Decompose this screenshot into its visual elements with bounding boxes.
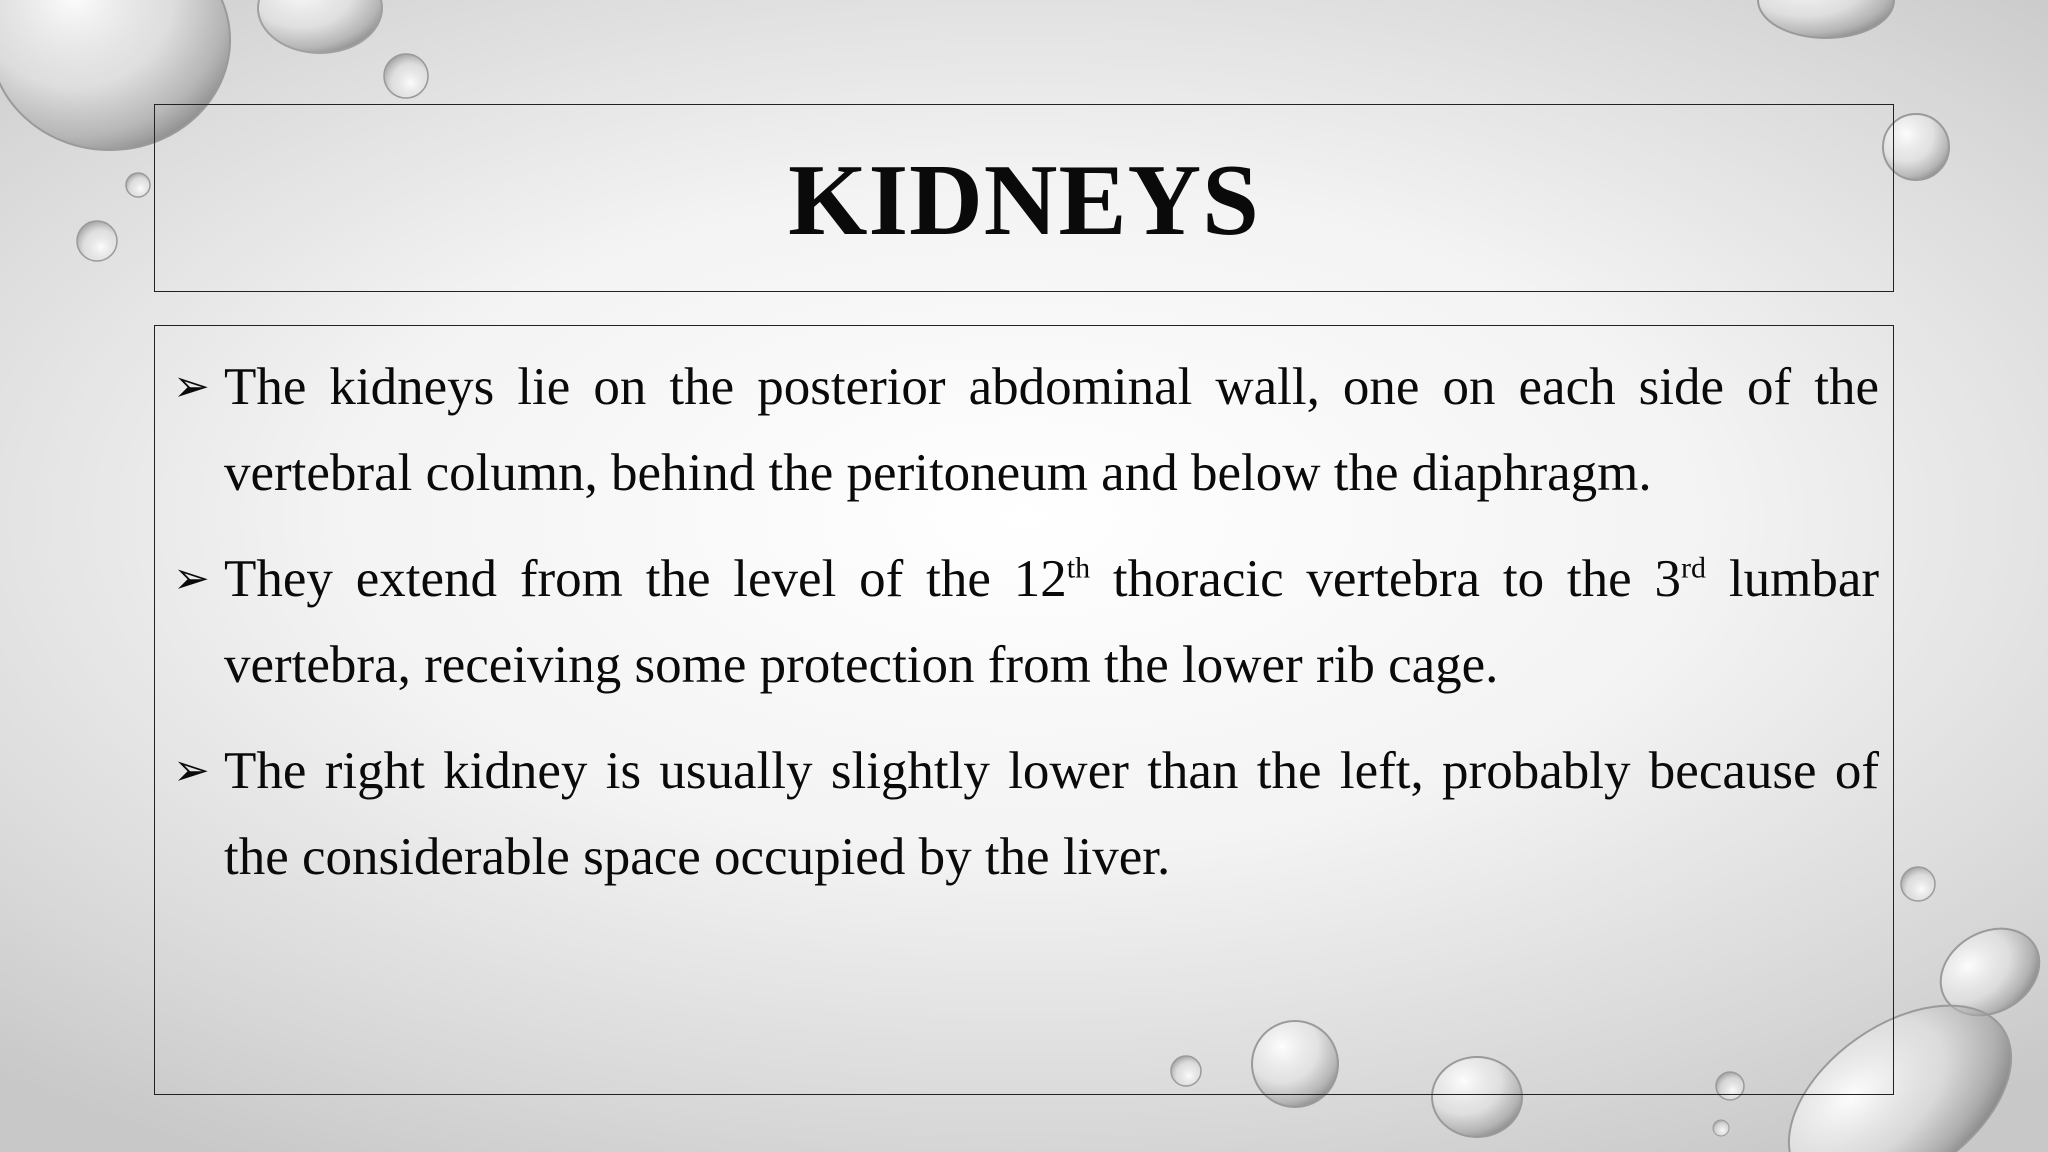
bullet-text-2-part-2: thoracic vertebra to the 3 xyxy=(1090,550,1682,608)
bullet-text-3: The right kidney is usually slightly lower than the left, probably because of the considerable space occupied by the liver. xyxy=(224,742,1879,886)
bullet-item-1 xyxy=(169,344,1879,516)
droplet xyxy=(384,54,428,98)
bullet-item-2 xyxy=(169,536,1879,708)
superscript-rd: rd xyxy=(1681,551,1707,585)
droplet xyxy=(126,173,150,197)
content-box xyxy=(154,325,1894,1095)
superscript-th: th xyxy=(1066,551,1091,585)
arrow-bullet-icon: ➢ xyxy=(173,745,210,796)
bullet-item-3 xyxy=(169,728,1879,900)
droplet xyxy=(1901,867,1935,901)
droplet xyxy=(1925,911,2048,1032)
arrow-bullet-icon: ➢ xyxy=(173,361,210,412)
bullet-text-2-part-3: lumbar vertebra, receiving some protection from the lower rib cage. xyxy=(224,550,1879,694)
arrow-bullet-icon: ➢ xyxy=(173,553,210,604)
title-box xyxy=(154,104,1894,292)
droplet xyxy=(1713,1120,1729,1136)
bullet-text-1: The kidneys lie on the posterior abdominal wall, one on each side of the vertebral column, behind the peritoneum and below the diaphragm. xyxy=(224,358,1879,502)
droplet xyxy=(1758,0,1894,38)
bullet-text-2-part-1: They extend from the level of the 12 xyxy=(224,550,1067,608)
droplet xyxy=(77,221,117,261)
slide-title: KIDNEYS xyxy=(788,143,1260,257)
droplet xyxy=(258,0,382,53)
